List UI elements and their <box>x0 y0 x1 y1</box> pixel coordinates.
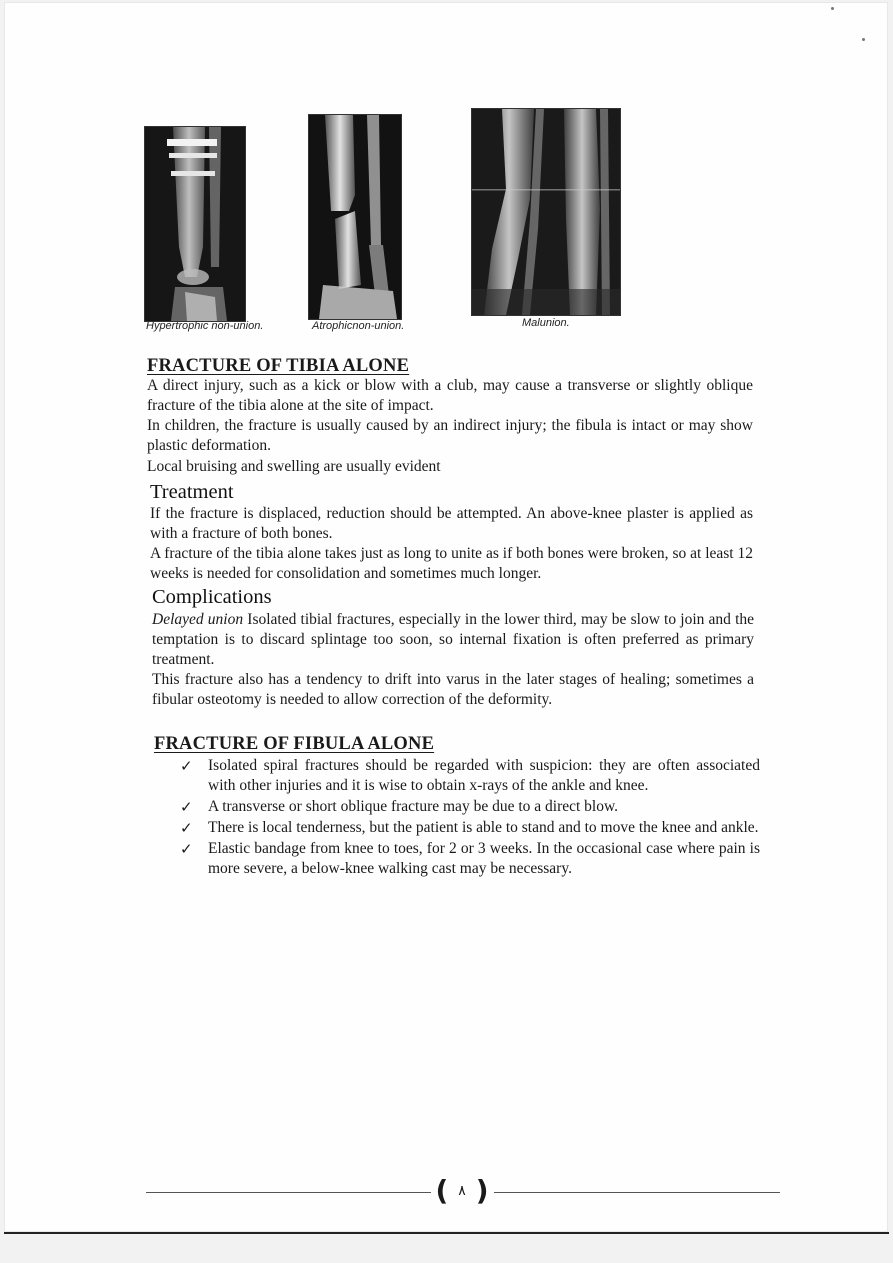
paragraph: This fracture also has a tendency to drift into varus in the later stages of healing; sometimes a fibular osteotomy is needed to allow correction of the deformity. <box>152 671 754 708</box>
list-item: ✓ A transverse or short oblique fracture may be due to a direct blow. <box>180 798 619 816</box>
footer-rule-left <box>146 1192 431 1193</box>
figure-caption: Atrophicnon-union. <box>312 320 405 332</box>
xray-atrophic-nonunion <box>308 114 402 320</box>
list-item: ✓ There is local tenderness, but the patient is able to stand and to move the knee and ankle. <box>180 819 759 837</box>
section-heading-tibia: FRACTURE OF TIBIA ALONE <box>147 356 410 376</box>
list-item: ✓ Isolated spiral fractures should be regarded with suspicion: they are often associated with other injuries and it is wise to obtain x-rays of the ankle and knee. <box>180 757 760 794</box>
paragraph: In children, the fracture is usually caused by an indirect injury; the fibula is intact or may show plastic deformation. <box>147 417 753 454</box>
paragraph-text: Isolated tibial fractures, especially in the lower third, may be slow to join and the temptation is to discard splintage too soon, so internal fixation is often preferred as primary treatment. <box>152 611 755 668</box>
paragraph: A direct injury, such as a kick or blow with a club, may cause a transverse or slightly oblique fracture of the tibia alone at the site of impact. <box>147 377 753 414</box>
subheading-treatment: Treatment <box>150 481 234 503</box>
fibula-bullet-list <box>178 756 760 880</box>
list-item: ✓ Elastic bandage from knee to toes, for 2 or 3 weeks. In the occasional case where pain is more severe, a below-knee walking cast may be necessary. <box>180 840 760 877</box>
bracket-left-icon: ( <box>435 1174 449 1207</box>
subheading-complications: Complications <box>152 586 272 608</box>
section-heading-fibula: FRACTURE OF FIBULA ALONE <box>154 734 435 754</box>
figure-caption: Malunion. <box>522 317 570 329</box>
checkmark-icon: ✓ <box>180 840 193 858</box>
page-number-value: ٨ <box>458 1183 466 1199</box>
checkmark-icon: ✓ <box>180 757 193 775</box>
paragraph: Local bruising and swelling are usually evident <box>147 458 441 475</box>
bracket-right-icon: ) <box>475 1174 489 1207</box>
checkmark-icon: ✓ <box>180 798 193 816</box>
page-number <box>430 1176 494 1206</box>
paragraph: A fracture of the tibia alone takes just as long to unite as if both bones were broken, so at least 12 weeks is needed for consolidation and sometimes much longer. <box>150 545 753 582</box>
checkmark-icon: ✓ <box>180 819 193 837</box>
delayed-union-label: Delayed union <box>152 611 244 628</box>
paragraph <box>152 610 754 670</box>
footer-rule-right <box>494 1192 780 1193</box>
scan-edge-line <box>4 1232 889 1234</box>
xray-hypertrophic-nonunion <box>144 126 246 322</box>
figure-caption: Hypertrophic non-union. <box>146 320 264 332</box>
scan-speck <box>831 7 834 10</box>
scan-speck <box>862 38 865 41</box>
xray-malunion <box>471 108 621 316</box>
paragraph: If the fracture is displaced, reduction should be attempted. An above-knee plaster is applied as with a fracture of both bones. <box>150 505 753 542</box>
